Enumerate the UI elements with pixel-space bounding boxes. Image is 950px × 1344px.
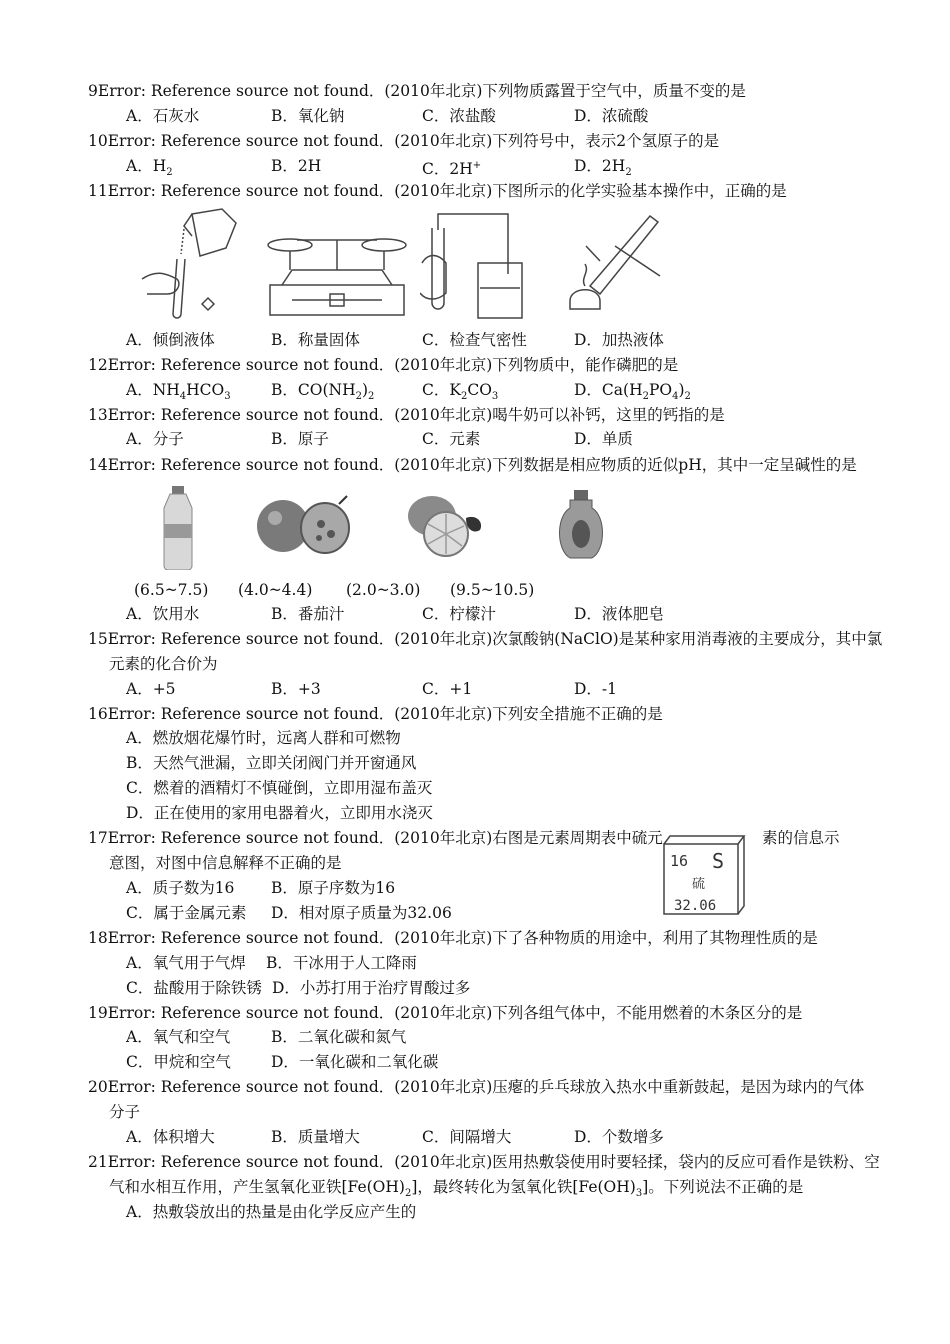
question-19-option-a: A．氧气和空气: [126, 1028, 231, 1046]
question-20-option-b: B．质量增大: [271, 1128, 360, 1146]
question-16-option-c: C．燃着的酒精灯不慎碰倒，立即用湿布盖灭: [126, 779, 433, 797]
question-21-stem: 21Error: Reference source not found．(2010年北京)医用热敷袋使用时要轻揉，袋内的反应可看作是铁粉、空: [88, 1153, 880, 1171]
question-20-stem-cont: 分子: [109, 1103, 141, 1121]
ph-label-water: (6.5~7.5): [134, 581, 209, 599]
element-symbol: S: [712, 849, 725, 873]
question-15-option-b: B．+3: [271, 680, 321, 698]
element-atomic-number: 16: [670, 852, 689, 870]
question-11-option-c: C．检查气密性: [422, 331, 527, 349]
question-9-option-a: A．石灰水: [126, 107, 200, 125]
question-9-stem: 9Error: Reference source not found．(2010年北京)下列物质露置于空气中，质量不变的是: [88, 82, 746, 100]
liquid-soap-image: [556, 488, 608, 562]
question-18-stem: 18Error: Reference source not found．(2010年北京)下了各种物质的用途中，利用了其物理性质的是: [88, 929, 818, 947]
pouring-liquid-figure: [132, 204, 242, 324]
question-16-option-d: D．正在使用的家用电器着火，立即用水浇灭: [126, 804, 433, 822]
question-20-option-c: C．间隔增大: [422, 1128, 512, 1146]
question-14-option-c: C．柠檬汁: [422, 605, 496, 623]
question-15-option-c: C．+1: [422, 680, 473, 698]
question-12-stem: 12Error: Reference source not found．(2010年北京)下列物质中，能作磷肥的是: [88, 356, 679, 374]
question-17-stem-tail: 素的信息示: [762, 829, 840, 847]
question-9-option-c: C．浓盐酸: [422, 107, 496, 125]
ph-label-lemon: (2.0~3.0): [346, 581, 421, 599]
question-17-option-d: D．相对原子质量为32.06: [271, 904, 452, 922]
question-18-option-b: B．干冰用于人工降雨: [266, 954, 417, 972]
ph-label-soap: (9.5~10.5): [450, 581, 535, 599]
question-21-stem-cont: 气和水相互作用，产生氢氧化亚铁$[Fe(OH)_2]$，最终转化为氢氧化铁$[Fe(OH)_3]$。下列说法不正确的是: [109, 1178, 804, 1200]
question-17-stem-cont: 意图，对图中信息解释不正确的是: [109, 854, 342, 872]
element-name: 硫: [692, 877, 706, 892]
question-12-option-d: D．$Ca(H_2PO_4)_2$: [574, 381, 691, 403]
question-11-option-d: D．加热液体: [574, 331, 664, 349]
question-13-option-a: A．分子: [126, 430, 184, 448]
question-20-stem: 20Error: Reference source not found．(2010年北京)压瘪的乒乓球放入热水中重新鼓起，是因为球内的气体: [88, 1078, 865, 1096]
question-12-option-b: B．$CO(NH_2)_2$: [271, 381, 375, 403]
question-11-stem: 11Error: Reference source not found．(2010年北京)下图所示的化学实验基本操作中，正确的是: [88, 182, 787, 200]
question-13-option-b: B．原子: [271, 430, 329, 448]
question-11-option-b: B．称量固体: [271, 331, 360, 349]
question-15-stem: 15Error: Reference source not found．(2010年北京)次氯酸钠(NaClO)是某种家用消毒液的主要成分，其中氯: [88, 630, 883, 648]
question-19-stem: 19Error: Reference source not found．(2010年北京)下列各组气体中，不能用燃着的木条区分的是: [88, 1004, 803, 1022]
question-13-option-d: D．单质: [574, 430, 633, 448]
question-13-stem: 13Error: Reference source not found．(2010年北京)喝牛奶可以补钙，这里的钙指的是: [88, 406, 725, 424]
question-15-option-a: A．+5: [126, 680, 176, 698]
question-11-option-a: A．倾倒液体: [126, 331, 215, 349]
question-16-option-a: A．燃放烟花爆竹时，远离人群和可燃物: [126, 729, 401, 747]
balance-scale-figure: [262, 210, 412, 320]
question-9-option-d: D．浓硫酸: [574, 107, 649, 125]
question-17-option-a: A．质子数为16: [126, 879, 235, 897]
question-12-option-c: C．$K_2CO_3$: [422, 381, 499, 403]
question-20-option-a: A．体积增大: [126, 1128, 215, 1146]
question-15-option-d: D．-1: [574, 680, 618, 698]
question-18-option-d: D．小苏打用于治疗胃酸过多: [272, 979, 471, 997]
question-14-option-d: D．液体肥皂: [574, 605, 664, 623]
question-18-option-a: A．氧气用于气焊: [126, 954, 246, 972]
question-9-option-b: B．氧化钠: [271, 107, 345, 125]
question-10-stem: 10Error: Reference source not found．(2010年北京)下列符号中，表示2个氢原子的是: [88, 132, 720, 150]
tomato-image: [255, 494, 355, 558]
question-17-option-b: B．原子序数为16: [271, 879, 396, 897]
airtightness-check-figure: [420, 208, 530, 323]
question-17-stem: 17Error: Reference source not found．(2010年北京)右图是元素周期表中硫元: [88, 829, 663, 847]
question-10-option-c: C．2H+: [422, 160, 482, 179]
question-18-option-c: C．盐酸用于除铁锈: [126, 979, 262, 997]
question-17-option-c: C．属于金属元素: [126, 904, 247, 922]
question-20-option-d: D．个数增多: [574, 1128, 664, 1146]
question-16-option-b: B．天然气泄漏，立即关闭阀门并开窗通风: [126, 754, 417, 772]
element-atomic-mass: 32.06: [674, 898, 717, 914]
question-14-option-a: A．饮用水: [126, 605, 200, 623]
lemon-image: [404, 490, 494, 558]
water-bottle-image: [158, 484, 198, 570]
sulfur-element-card: [654, 830, 746, 922]
ph-label-tomato: (4.0~4.4): [238, 581, 313, 599]
question-14-option-b: B．番茄汁: [271, 605, 345, 623]
heating-liquid-figure: [560, 206, 670, 321]
question-10-option-a: A．$H_2$: [126, 157, 173, 179]
question-19-option-d: D．一氧化碳和二氧化碳: [271, 1053, 439, 1071]
question-21-option-a: A．热敷袋放出的热量是由化学反应产生的: [126, 1203, 417, 1221]
question-10-option-d: D．$2H_2$: [574, 157, 632, 179]
question-12-option-a: A．$NH_4HCO_3$: [126, 381, 231, 403]
question-16-stem: 16Error: Reference source not found．(2010年北京)下列安全措施不正确的是: [88, 705, 663, 723]
question-15-stem-cont: 元素的化合价为: [109, 655, 218, 673]
question-19-option-c: C．甲烷和空气: [126, 1053, 231, 1071]
question-14-stem: 14Error: Reference source not found．(2010年北京)下列数据是相应物质的近似pH，其中一定呈碱性的是: [88, 456, 857, 474]
question-10-option-b: B．2H: [271, 157, 322, 175]
question-13-option-c: C．元素: [422, 430, 481, 448]
question-19-option-b: B．二氧化碳和氮气: [271, 1028, 407, 1046]
